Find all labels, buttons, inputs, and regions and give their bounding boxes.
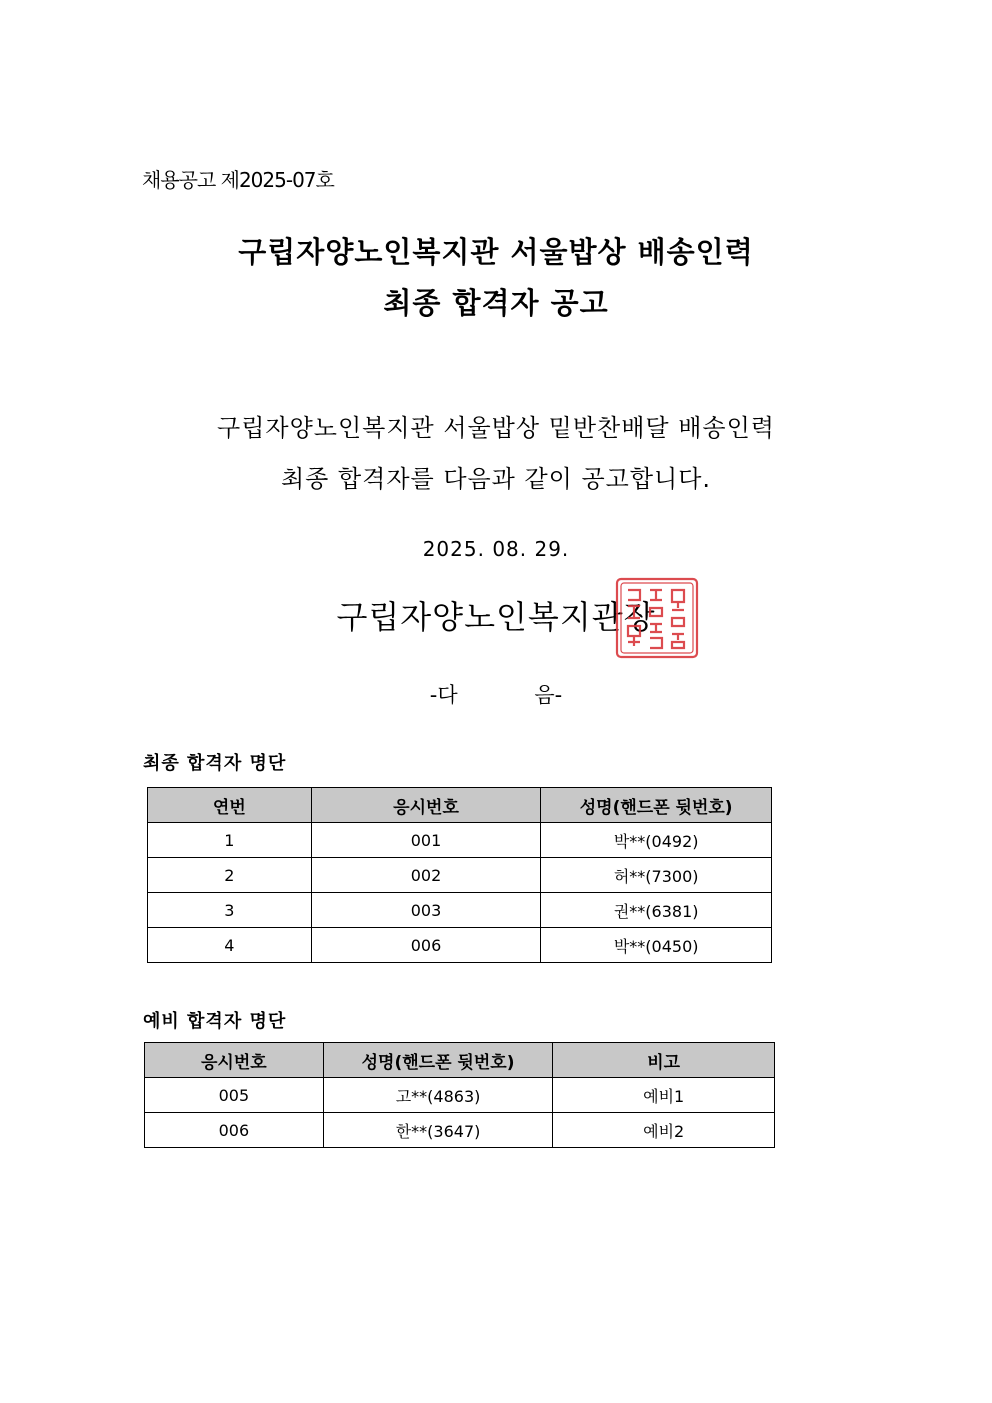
final-list-heading: 최종 합격자 명단 [143,753,287,774]
column-header: 연번 [148,788,312,823]
table-header-row [148,788,772,823]
table-cell: 4 [148,928,312,963]
table-cell: 001 [311,823,541,858]
table-cell: 고**(4863) [323,1078,553,1113]
table-row [145,1078,775,1113]
table-row [145,1113,775,1148]
table-cell: 006 [311,928,541,963]
reserve-passers-table [144,1042,775,1148]
column-header: 성명(핸드폰 뒷번호) [323,1043,553,1078]
table-cell: 002 [311,858,541,893]
table-cell: 006 [145,1113,324,1148]
announcement-date: 2025. 08. 29. [422,537,570,561]
column-header: 응시번호 [145,1043,324,1078]
column-header: 성명(핸드폰 뒷번호) [541,788,772,823]
table-row [148,893,772,928]
official-seal-stamp [614,576,700,660]
table-cell: 허**(7300) [541,858,772,893]
table-cell: 005 [145,1078,324,1113]
table-header-row [145,1043,775,1078]
table-cell: 권**(6381) [541,893,772,928]
table-cell: 3 [148,893,312,928]
reserve-list-heading: 예비 합격자 명단 [143,1011,287,1032]
table-cell: 박**(0450) [541,928,772,963]
table-cell: 예비1 [553,1078,775,1113]
table-cell: 2 [148,858,312,893]
column-header: 응시번호 [311,788,541,823]
table-row [148,858,772,893]
table-cell: 박**(0492) [541,823,772,858]
table-cell: 한**(3647) [323,1113,553,1148]
table-cell: 003 [311,893,541,928]
page-title-line2: 최종 합격자 공고 [383,286,609,320]
table-row [148,928,772,963]
table-row [148,823,772,858]
final-passers-table [147,787,772,963]
notice-number: 채용공고 제2025-07호 [142,168,334,192]
table-cell: 1 [148,823,312,858]
column-header: 비고 [553,1043,775,1078]
page-title-line1: 구립자양노인복지관 서울밥상 배송인력 [238,235,754,269]
issuer-name: 구립자양노인복지관장 [336,598,656,636]
announcement-line2: 최종 합격자를 다음과 같이 공고합니다. [280,465,712,493]
announcement-line1: 구립자양노인복지관 서울밥상 밑반찬배달 배송인력 [217,414,775,442]
table-cell: 예비2 [553,1113,775,1148]
section-marker: -다 음- [429,683,563,707]
